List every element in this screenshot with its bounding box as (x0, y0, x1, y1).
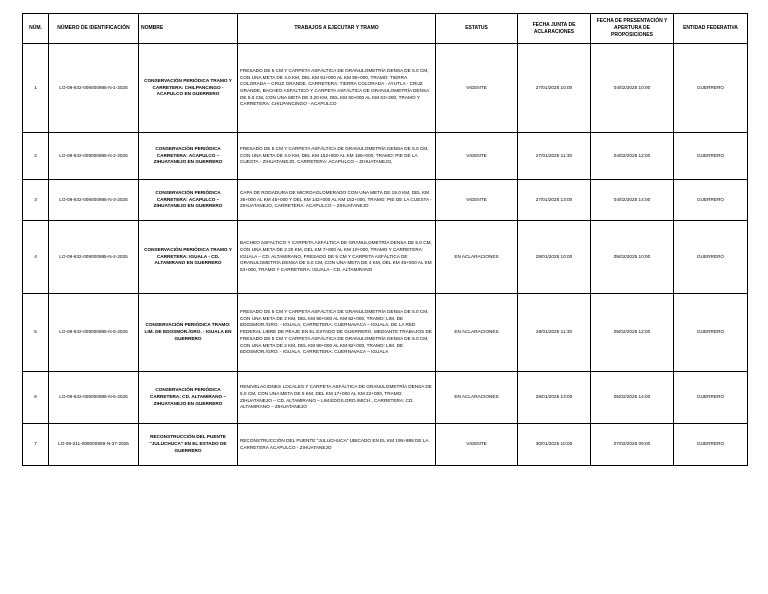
row-name: RECONSTRUCCIÓN DEL PUENTE "JULUCHUCA" EN EL ESTADO DE GUERRERO (139, 424, 238, 466)
row-status: VIGENTE (436, 424, 518, 466)
row-id: LO-09-632-009000985-N-1-2025 (49, 44, 139, 133)
table-row (23, 424, 748, 466)
header-status: ESTATUS (436, 14, 518, 44)
row-clarification-date: 27/01/2025 10:00 (518, 44, 591, 133)
row-num: 5 (23, 294, 49, 372)
row-name: CONSERVACIÓN PERIÓDICA CARRETERA: CD. ALTAMIRANO – ZIHUATANEJO EN GUERRERO (139, 372, 238, 424)
row-status: VIGENTE (436, 44, 518, 133)
row-state: GUERRERO (674, 44, 748, 133)
row-status: VIGENTE (436, 180, 518, 221)
table-row (23, 133, 748, 180)
table-row (23, 372, 748, 424)
row-proposal-date: 04/02/2025 10:00 (591, 44, 674, 133)
row-num: 7 (23, 424, 49, 466)
row-work: CAPA DE RODADURA DE MICROAGLOMERADO CON UNA META DE 19.0 KM, DEL KM 36+000 AL KM 45+000 Y DEL KM 142+000 AL KM 152+000, TRAMO: PIE DE LA CUESTA - ZIHUATANEJO, CARRETERA: ACAPULCO – ZIHUATANEJO (238, 180, 436, 221)
row-name: CONSERVACIÓN PERIÓDICA CARRETERA: ACAPULCO – ZIHUATANEJO EN GUERRERO (139, 133, 238, 180)
row-num: 1 (23, 44, 49, 133)
row-proposal-date: 05/02/2025 14:00 (591, 372, 674, 424)
tenders-table (22, 13, 748, 466)
row-num: 2 (23, 133, 49, 180)
row-work: RECONSTRUCCIÓN DEL PUENTE "JULUCHUCA" UBICADO EN EL KM 195+888 DE LA CARRETERA ACAPULCO - ZIHUATANEJO (238, 424, 436, 466)
row-state: GUERRERO (674, 180, 748, 221)
table-row (23, 180, 748, 221)
row-state: GUERRERO (674, 294, 748, 372)
row-id: LO-09-632-009000985-N-5-2025 (49, 294, 139, 372)
row-state: GUERRERO (674, 424, 748, 466)
row-work: FRESADO DE 5 CM Y CARPETA ASFÁLTICA DE GRANULOMETRÍA DENSA DE 5.0 CM, CON UNA META DE 4.0 KM, DEL KM 91+000 AL KM 95+000, TRAMO: TIERRA COLORADA – CRUZ GRANDE, CARRETERA: TIERRA COLORADA - AYUTLA - CRUZ GRANDE, BACHEO ASFALTICO Y CARPETA ASFÁLTICA DE GRANULOMETRÍA DENSA DE 5.0 CM, CON UNA META DE 3.20 KM, DEL KM 60+000 AL KM 63+200, TRAMO Y CARRETERA: CHILPANCINGO - ACAPULCO (238, 44, 436, 133)
row-state: GUERRERO (674, 372, 748, 424)
row-proposal-date: 07/02/2025 09:00 (591, 424, 674, 466)
row-name: CONSERVACIÓN PERIÓDICA TRAMO Y CARRETERA: IGUALA - CD. ALTAMIRANO EN GUERRERO (139, 221, 238, 294)
row-id: LO-09-632-009000985-N-3-2025 (49, 180, 139, 221)
table-row (23, 294, 748, 372)
row-proposal-date: 05/02/2025 10:00 (591, 221, 674, 294)
row-work: RENIVELACIONES LOCALES Y CARPETA ASFÁLTICA DE GRANULOMETRÍA DENSA DE 5.0 CM, CON UNA META DE 5 KM, DEL KM 17+000 AL KM 22+000, TRAMO: ZIHUATANEJO – CD. ALTAMIRANO – LIM.EDOS.GRO./MICH., CARRETERA: CD. ALTAMIRANO – ZIHUATANEJO (238, 372, 436, 424)
row-clarification-date: 27/01/2025 13:00 (518, 180, 591, 221)
row-work: BACHEO ASFALTICO Y CARPETA ASFÁLTICA DE GRANULOMETRÍA DENSA DE 5.0 CM, CON UNA META DE 2.20 KM, DEL KM 7+800 AL KM 10+000, TRAMO Y CARRETERA: IGUALA – CD. ALTAMIRANO, FRESADO DE 5 CM Y CARPETA ASFÁLTICA DE GRANULOMETRÍA DENSA DE 5.0 CM, CON UNA META DE 4 KM, DEL KM 49+000 AL KM 53+000, TRAMO Y CARRETERA: IGUALA - CD. ALTAMIRANO (238, 221, 436, 294)
header-state: ENTIDAD FEDERATIVA (674, 14, 748, 44)
row-clarification-date: 28/01/2025 11:30 (518, 294, 591, 372)
header-name: NOMBRE (139, 14, 238, 44)
row-status: EN ACLARACIONES (436, 221, 518, 294)
table-row (23, 221, 748, 294)
row-status: EN ACLARACIONES (436, 372, 518, 424)
row-proposal-date: 05/02/2025 12:00 (591, 294, 674, 372)
row-status: VIGENTE (436, 133, 518, 180)
header-proposal-date: FECHA DE PRESENTACIÓN Y APERTURA DE PROPOSICIONES (591, 14, 674, 44)
row-num: 4 (23, 221, 49, 294)
row-id: LO-09-211-009000959-N-37-2025 (49, 424, 139, 466)
row-state: GUERRERO (674, 133, 748, 180)
header-clarification-date: FECHA JUNTA DE ACLARACIONES (518, 14, 591, 44)
table-row (23, 44, 748, 133)
row-work: FRESADO DE 5 CM Y CARPETA ASFÁLTICA DE GRANULOMETRÍA DENSA DE 5.0 CM, CON UNA META DE 4.0 KM, DEL KM 152+000 AL KM 156+000, TRAMO: PIE DE LA CUESTA - ZIHUATANEJO, CARRETERA: ACAPULCO – ZIHUATANEJO, (238, 133, 436, 180)
row-clarification-date: 28/01/2025 10:00 (518, 221, 591, 294)
row-clarification-date: 28/01/2025 13:00 (518, 372, 591, 424)
header-num: NÚM. (23, 14, 49, 44)
row-clarification-date: 30/01/2025 10:00 (518, 424, 591, 466)
row-id: LO-09-632-009000985-N-2-2025 (49, 133, 139, 180)
row-name: CONSERVACIÓN PERIÓDICA TRAMO: LIM. DE EDOSMOR./GRO. - IGUALA EN GUERRERO (139, 294, 238, 372)
row-proposal-date: 04/02/2025 14:00 (591, 180, 674, 221)
row-state: GUERRERO (674, 221, 748, 294)
row-num: 6 (23, 372, 49, 424)
row-id: LO-09-632-009000985-N-6-2025 (49, 372, 139, 424)
row-clarification-date: 27/01/2025 11:30 (518, 133, 591, 180)
row-name: CONSERVACIÓN PERIÓDICA CARRETERA: ACAPULCO – ZIHUATANEJO EN GUERRERO (139, 180, 238, 221)
header-work: TRABAJOS A EJECUTAR Y TRAMO (238, 14, 436, 44)
row-work: FRESADO DE 5 CM Y CARPETA ASFÁLTICA DE GRANULOMETRÍA DENSA DE 5.0 CM, CON UNA META DE 2 KM, DEL KM 80+000 AL KM 82+000, TRAMO: LIM. DE EDOSMOR./GRO. - IGUALA, CARRETERA: CUERNAVACA – IGUALA, DE LA RED FEDERAL LIBRE DE PEAJE EN EL ESTADO DE GUERRERO. MEDIANTE TRABAJOS DE FRESADO DE 5 CM Y CARPETA ASFÁLTICA DE GRANULOMETRÍA DENSA DE 5.0 CM, CON UNA META DE 2 KM, DEL KM 80+000 AL KM 82+000, TRAMO: LIM. DE EDOSMOR./GRO. - IGUALA, CARRETERA: CUERNAVACA – IGUALA (238, 294, 436, 372)
row-name: CONSERVACIÓN PERIÓDICA TRAMO Y CARRETERA: CHILPANCINGO - ACAPULCO EN GUERRERO (139, 44, 238, 133)
row-proposal-date: 04/02/2025 12:00 (591, 133, 674, 180)
header-row (23, 14, 748, 44)
row-num: 3 (23, 180, 49, 221)
header-id: NÚMERO DE IDENTIFICACIÓN (49, 14, 139, 44)
row-status: EN ACLARACIONES (436, 294, 518, 372)
row-id: LO-09-632-009000985-N-4-2025 (49, 221, 139, 294)
